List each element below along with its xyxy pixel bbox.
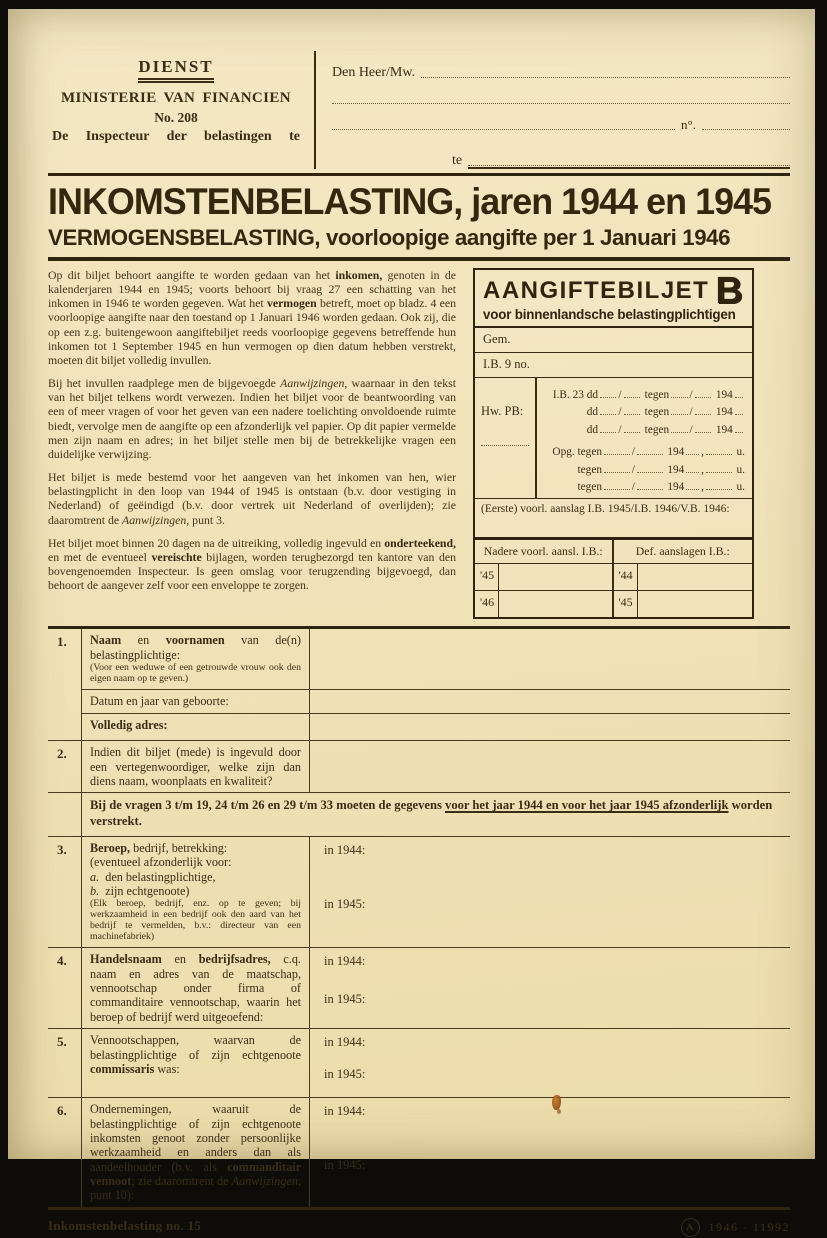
title-block [48,176,790,257]
intro-paragraph: Op dit biljet behoort aangifte te worden gedaan van het inkomen, genoten in de kalenderjaren 1944 en 1945; voorts behoort bij vraag 27 een schatting van het inkomen in 1946 te worden gegeven. Wat het vermogen betreft, moet op bladz. 4 een voorloopige aangifte naar den toestand op 1 Januari 1946 worden gedaan. Ook zij, die op een z.g. buitengewoon aangiftebiljet reeds voorloopige gegevens betreffende hun inkomen tot 1 September 1945 en hun vermogen op dien datum hebben verstrekt, moeten dit biljet volledig invullen. [48,268,456,367]
question-row-4 [48,948,790,1029]
field-text: Opg. tegen [552,446,602,459]
ministry-block [48,51,316,169]
dotted-fill [604,454,630,455]
year-cell: '45 [475,564,499,590]
blank-cell [638,591,753,617]
field-text: / [618,388,622,401]
print-code: 1946 - 11992 [708,1219,790,1234]
dotted-fill [624,414,640,415]
table-row [475,564,612,591]
ib9-field: I.B. 9 no. [475,353,752,378]
answer-area [310,714,790,740]
question-table [48,626,790,1209]
question-number: 1. [48,629,82,740]
table-row [475,591,612,617]
question-text: Datum en jaar van geboorte: [82,690,310,713]
question-text: Indien dit biljet (mede) is ingevuld door een vertegenwoordiger, welke zijn dan diens naam, woonplaats en kwaliteit? [82,741,310,792]
question-text: Handelsnaam en bedrijfsadres, c.q. naam en adres van de maatschap, vennootschap onder firma of commanditaire vennootschap, waarin het beroep of bedrijf werd uitgeoefend: [82,948,310,1028]
intro-paragraph: Het biljet is mede bestemd voor het aangeven van het inkomen van hen, wier belastingplicht in den loop van 1944 of 1945 is ontstaan (b.v. door vestiging in Nederland) of geëindigd (b.v. door vertrek uit Nederland of overlijden); zie daaromtrent de Aanwijzingen, punt 3. [48,470,456,527]
year-1945-label: in 1945: [324,992,366,1007]
dotted-fill [600,414,616,415]
question-text [82,837,310,947]
field-text: 194 [713,423,733,436]
place-row [332,143,790,169]
question-row-6 [48,1098,790,1207]
dotted-fill [671,414,687,415]
question-row-5 [48,1029,790,1098]
question-number: 6. [48,1098,82,1207]
field-text: u. [733,481,745,494]
question-text: Vennootschappen, waarvan de belastingplichtige of zijn echtgenoote commissaris was: [82,1029,310,1097]
declaration-box [473,268,754,619]
dotted-fill [600,432,616,433]
hw-pb-cell [475,378,537,498]
ib23-row [539,401,748,419]
declaration-box-subtitle: voor binnenlandsche belastingplichtigen [483,307,736,323]
question-number: 5. [48,1029,82,1097]
question-number [48,793,82,835]
question-number: 4. [48,948,82,1028]
ministry-name: MINISTERIE VAN FINANCIEN [60,90,292,106]
instruction-note-row [48,793,790,836]
blank-cell [499,564,612,590]
form-reference: Inkomstenbelasting no. 15 [48,1217,202,1233]
field-text: / [689,406,693,419]
hw-pb-section [475,378,752,499]
dotted-fill [671,397,687,398]
question-number: 3. [48,837,82,947]
addressee-block [316,51,790,169]
dotted-line [702,129,790,130]
name-subrow [82,629,790,690]
address-row [332,81,790,107]
inspector-line: De Inspecteur der belastingen te [52,129,300,144]
field-text: / [618,423,622,436]
dotted-line [421,77,790,78]
opg-row [539,441,748,459]
answer-area [310,690,790,713]
column-header: Def. aanslagen I.B.: [614,540,753,564]
table-row [614,591,753,617]
gem-field: Gem. [475,328,752,353]
field-text: / [631,446,635,459]
dotted-fill [735,397,743,398]
instructions-column [48,268,456,601]
aangiftebiljet-label: AANGIFTEBILJET [483,277,710,305]
field-text: dd [586,423,598,436]
aanslag-table [475,537,752,617]
year-1945-label: in 1945: [324,1066,366,1081]
form-footer [48,1218,790,1237]
field-text: 194 [664,481,685,494]
field-text: , [701,481,704,494]
paper-sheet [8,9,815,1234]
dotted-fill [706,472,732,473]
dotted-fill [600,397,616,398]
blank-cell [638,564,753,590]
year-cell: '44 [614,564,638,590]
answer-area [310,1098,790,1207]
addressee-row [332,55,790,81]
address-subrow [82,714,790,740]
birthdate-subrow [82,690,790,714]
field-text: u. [733,463,745,476]
answer-area [310,629,790,689]
year-1944-label: in 1944: [324,954,366,969]
dotted-fill [624,432,640,433]
hw-pb-fields [537,378,752,498]
field-text: , [701,463,704,476]
opg-row [539,476,748,494]
dotted-line [332,103,790,104]
dotted-fill [695,432,711,433]
year-1944-label: in 1944: [324,1104,366,1119]
ib23-row [539,418,748,436]
page-title: INKOMSTENBELASTING, jaren 1944 en 1945 [48,181,772,222]
field-text: tegen [641,406,670,419]
note-text: Bij de vragen 3 t/m 19, 24 t/m 26 en 29 t/m 33 moeten de gegevens voor het jaar 1944 en voor het jaar 1945 afzonderlijk worden verstrekt. [90,798,773,829]
dotted-fill [671,432,687,433]
field-text: 194 [664,463,685,476]
ink-stain [557,1109,561,1114]
dotted-fill [706,489,732,490]
year-cell: '45 [614,591,638,617]
dotted-fill [686,454,699,455]
answer-area [310,1029,790,1097]
declaration-box-title [475,270,752,328]
year-1945-label: in 1945: [324,1157,366,1172]
answer-area [310,837,790,947]
field-text: 194 [664,446,685,459]
dotted-fill [604,489,630,490]
year-1944-label: in 1944: [324,1035,366,1050]
question-main-text: Naam en voornamen van de(n) belastingplichtige: [90,633,301,662]
page-subtitle: VERMOGENSBELASTING, voorloopige aangifte per 1 Januari 1946 [48,225,731,250]
divider-rule [48,257,790,261]
field-text: / [631,463,635,476]
form-number: No. 208 [154,110,198,125]
field-text: tegen [577,463,602,476]
dotted-fill [686,489,699,490]
ib23-row [539,383,748,401]
answer-area [310,741,790,792]
question-row-1 [48,629,790,741]
form-header [48,39,790,169]
dotted-fill [695,397,711,398]
eerste-voorl-aanslag-line: (Eerste) voorl. aanslag I.B. 1945/I.B. 1946/V.B. 1946: [481,503,730,516]
question-small-note: (Elk beroep, bedrijf, enz. op te geven; bij werkzaamheid in een bedrijf ook den aard van het bedrijf te vermelden, b.v.: directeur van een machinefabriek) [90,898,301,943]
dienst-heading: DIENST [138,57,213,83]
field-text: tegen [641,388,670,401]
dotted-fill [604,472,630,473]
dotted-fill [735,432,743,433]
year-1945-label: in 1945: [324,897,366,912]
hw-pb-label: Hw. PB: [481,404,524,419]
field-text: , [701,446,704,459]
intro-paragraph: Het biljet moet binnen 20 dagen na de uitreiking, volledig ingevuld en onderteekend, en met de eventueel vereischte bijlagen, worden terugbezorgd ten kantore van den bovengenoemden Inspecteur. Is geen omslag voor terugzending bijgevoegd, dan behoort de aangever zelf voor een enveloppe te zorgen. [48,535,456,593]
def-aanslagen-column [614,540,753,617]
field-text: / [618,406,622,419]
field-text: tegen [641,423,670,436]
dotted-fill [686,472,699,473]
intro-paragraph: Bij het invullen raadplege men de bijgevoegde Aanwijzingen, waarnaar in den tekst van het biljet telkens wordt verwezen. Indien het biljet voor de beantwoording van een of meer vragen of voor het geven van een nadere toelichting onvoldoende ruimte biedt, vervolge men de aangifte op een afzonderlijk vel papier. Op dit papier vermelde men zijn naam en adres; in het biljet stelle men bij de betrekkelijke vragen een duidelijke verwijzing. [48,376,456,461]
field-text: 194 [713,406,733,419]
dotted-fill [637,489,663,490]
field-text: u. [733,446,745,459]
question-number: 2. [48,741,82,792]
dotted-fill [695,414,711,415]
field-text: tegen [577,481,602,494]
year-cell: '46 [475,591,499,617]
field-text: / [689,423,693,436]
field-text: 194 [713,388,733,401]
dotted-line [468,165,790,166]
field-text: I.B. 23 dd [552,388,598,401]
nadere-voorl-column [475,540,614,617]
question-text: Volledig adres: [82,714,310,740]
dotted-line [481,445,529,446]
opg-row [539,458,748,476]
number-label: n°. [681,117,696,132]
field-text: / [689,388,693,401]
place-label: te [452,153,463,168]
field-text: dd [586,406,598,419]
addressee-label: Den Heer/Mw. [332,65,416,80]
dotted-fill [637,472,663,473]
dotted-fill [735,414,743,415]
dotted-fill [637,454,663,455]
question-text: Ondernemingen, waaruit de belastingplichtige of zijn echtgenoote inkomsten genoot zonder persoonlijke werkzaamheid en anders dan als aandeelhouder (b.v. als commanditair vennoot; zie daaromtrent de Aanwijzingen, punt 10): [82,1098,310,1207]
dotted-line [332,129,675,130]
question-row-3 [48,837,790,948]
blank-cell [499,591,612,617]
print-code-block [681,1218,790,1237]
question-main-text: Beroep, bedrijf, betrekking: (eventueel afzonderlijk voor: a. den belastingplichtige, b. zijn echtgenoote) [90,840,232,898]
question-small-note: (Voor een weduwe of een getrouwde vrouw ook den eigen naam op te geven.) [90,662,301,685]
field-text: / [631,481,635,494]
column-header: Nadere voorl. aansl. I.B.: [475,540,612,564]
dotted-fill [706,454,732,455]
form-type-letter: B [715,270,743,312]
number-row [332,107,790,133]
printer-mark-icon: A [680,1217,701,1238]
year-1944-label: in 1944: [324,842,366,857]
dotted-fill [624,397,640,398]
table-row [614,564,753,591]
question-row-2 [48,741,790,793]
question-text [82,629,310,689]
answer-area [310,948,790,1028]
